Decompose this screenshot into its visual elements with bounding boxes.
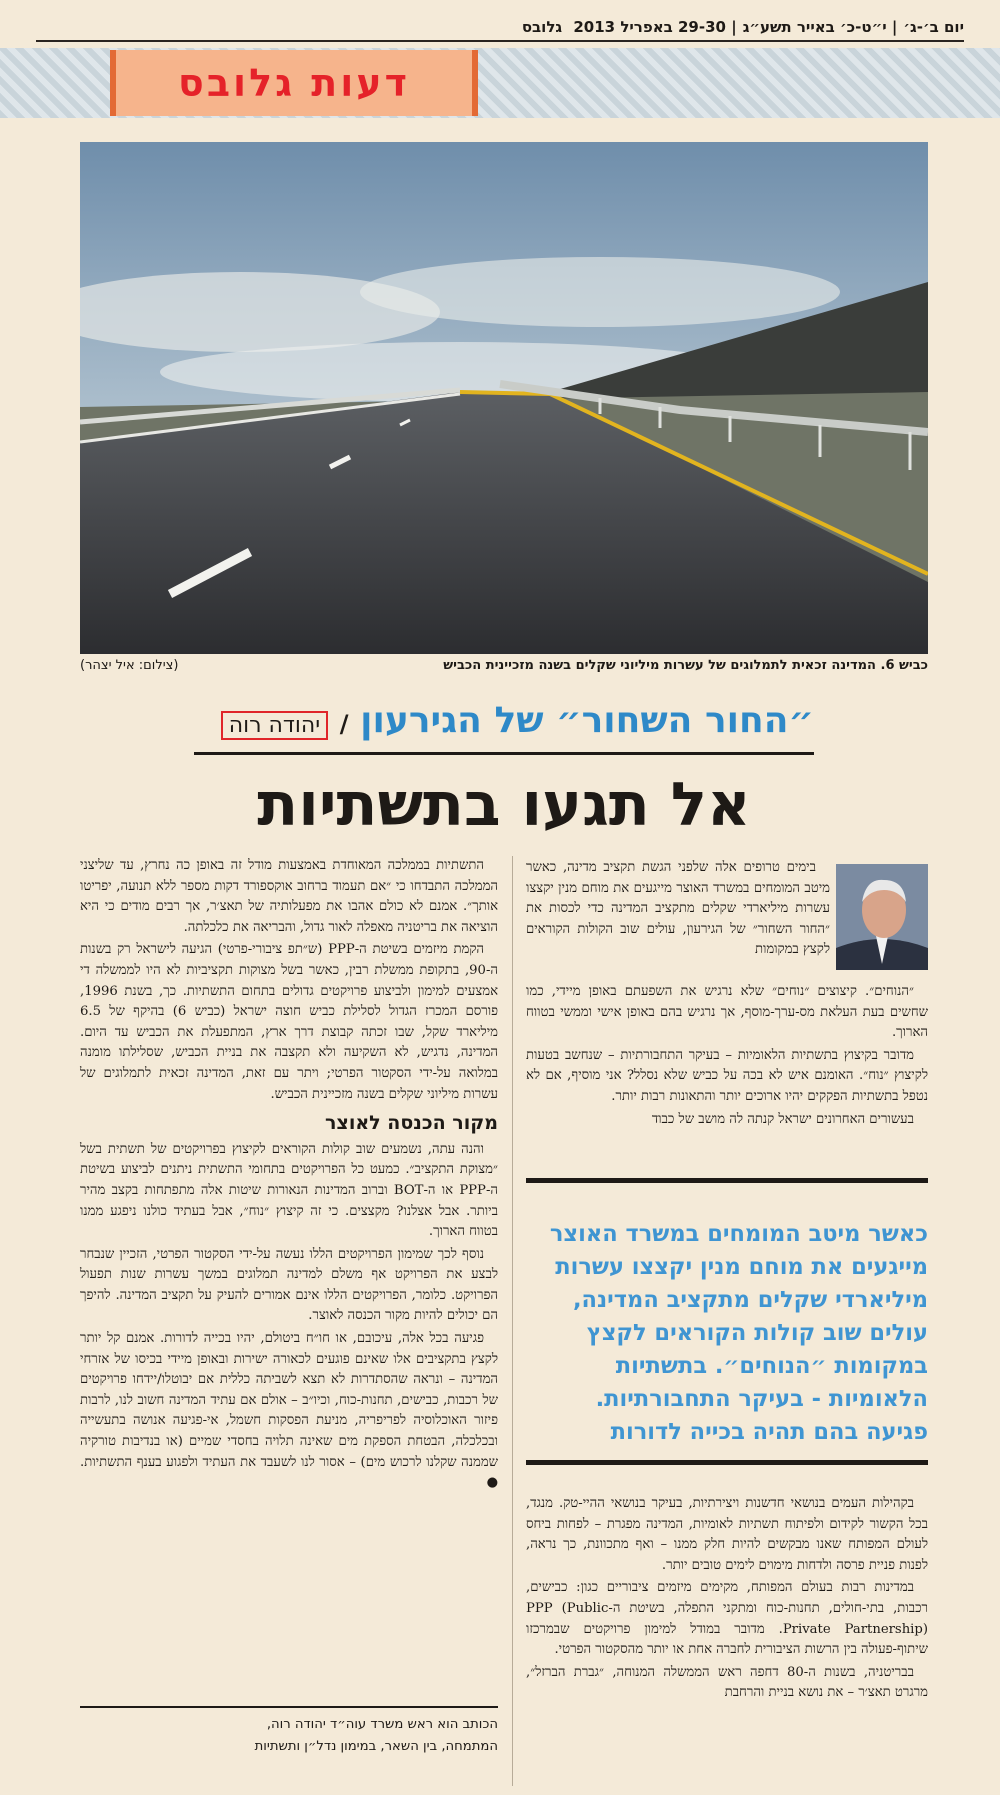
paragraph: פגיעה בכל אלה, עיכובם, או חו״ח ביטולם, יהיו בכייה לדורות. אמנם קל יותר לקצץ בתקציבים אלו שאינם פוגעים לכאורה ישירות ובאופן מיידי בכיסו של אזרחי המדינה – ונראה שהסתדרות לא תצא לשביתה כללית אם יבוטלו/יידחו פרויקטים של רכבות, כבישים, תחנות-כוח, וכיו״ב – אולם אם עתיד המדינה חשוב לנו, לרבות פיזור האוכלוסיה לפריפריה, מניעת הפסקות חשמל, אי-פגיעה אנושה בתעשייה ובכלכלה, הבטחת הספקת מים שאינה תלויה בחסדי שמיים (או בנדיבות טורקיה שממנה שקלנו לרכוש מים) – אסור לנו לשעבד את העתיד ולפגוע בענף התשתיות. ● [80, 1331, 498, 1491]
paragraph: בימים טרופים אלה שלפני הגשת תקציב מדינה, כאשר מיטב המומחים במשרד האוצר מייגעים את מוחם מנין יקצצו עשרות מיליארדי שקלים מתקציב המדינה כדי לכסות את ״החור השחור״ של הגירעון, עולים שוב הקולות הקוראים לקצץ במקומות [526, 860, 830, 958]
author-name: יהודה רוה [221, 711, 328, 740]
section-banner [110, 50, 478, 116]
photo-credit: (צילום: איל יצהר) [80, 658, 179, 673]
bio-rule [80, 1706, 498, 1708]
pullquote-bottom-rule [526, 1460, 928, 1465]
folio-day: יום ב׳-ג׳ [903, 18, 964, 36]
paragraph: נוסף לכך שמימון הפרויקטים הללו נעשה על-ידי הסקטור הפרטי, הזכיין שנבחר לבצע את הפרויקט אף משלם למדינה תמלוגים במשך עשרות שנות תפעול הפרויקט. כלומר, הפרויקטים הללו אינם אמורים להעיק על תקציב המדינה. להיפך הם יכולים להיות מקור הכנסה לאוצר. [80, 1246, 498, 1324]
highway-illustration [80, 142, 928, 654]
caption-text: כביש 6. המדינה זכאית לתמלוגים של עשרות מיליוני שקלים בשנה מזכיינית הכביש [443, 658, 928, 673]
column-right-top [526, 858, 928, 1158]
headline: אל תגעו בתשתיות [257, 770, 751, 840]
highway-photo [80, 142, 928, 654]
column-right-bottom [526, 1494, 928, 1790]
paragraph: בבריטניה, בשנות ה-80 דחפה ראש הממשלה המנוחה, ״גברת הברזל״, מרגרט תאצ׳ר – את נושא בניית והרחבת [526, 1664, 928, 1701]
column-left [80, 856, 498, 1686]
paragraph: הקמת מיזמים בשיטת ה-PPP (ש״תפ ציבורי-פרטי) הגיעה לישראל רק בשנות ה-90, בתקופת ממשלת רבין, כאשר בשל מצוקות תקציביות לא היו לממשלה די אמצעים למימון ולביצוע פרויקטים גדולים בתחום התשתיות. כך, בשנת 1996, פורסם המכרז הגדול לסלילת כביש חוצה ישראל (כביש 6) בהיקף של 6.5 מיליארד שקל, שבו זכתה קבוצת דרך ארץ, המתפעלת את הכביש עד היום. המדינה, נדגיש, לא השקיעה ולא תקצבה את בניית הכביש, שסלילתו מומנה במלואה על-ידי הסקטור הפרטי; ויתר עם זאת, המדינה זכאית לתמלוגים של עשרות מיליוני שקלים בשנה מזכיינית הכביש. [80, 942, 498, 1102]
bio-line: הכותב הוא ראש משרד עוה״ד יהודה רוה, [266, 1717, 498, 1732]
column-divider [512, 856, 513, 1786]
paragraph: בעשורים האחרונים ישראל קנתה לה מושב של כבוד [651, 1111, 914, 1127]
pull-quote: כאשר מיטב המומחים במשרד האוצר מייגעים את מוחם מנין יקצצו עשרות מיליארדי שקלים מתקציב המדינה, עולים שוב קולות הקוראים לקצץ במקומות ״הנוחים״. בתשתיות הלאומיות - בעיקר התחבורתיות. פגיעה בהם תהיה בכייה לדורות [549, 1221, 928, 1445]
section-title: דעות גלובס [178, 61, 410, 105]
intro-paragraph [526, 858, 830, 963]
folio-date: 29-30 באפריל 2013 [573, 18, 726, 36]
paragraph: מדובר בקיצוץ בתשתיות הלאומיות – בעיקר התחבורתיות – שנחשב בטעות לקיצוץ ״נוח״. האומנם איש לא בכה על כביש שלא נסלל? אני מוסיף, אם לא נטפל בתשתיות הפקקים יהיו ארוכים יותר והתאונות רבות יותר. [526, 1047, 928, 1104]
paragraph: התשתיות בממלכה המאוחדת באמצעות מודל זה באופן כה נחרץ, עד שליצני הממלכה התבדחו כי ״אם תעמוד ברחוב אוקספורד דקות מספר ללא תנועה, יפריטו אותך״. אמנם לא כולם אהבו את מפעלותיה של תאצ׳ר, אך רבים מודים כי היא הוציאה את בריטניה מאפלה לאור גדול, והבריאה את כלכלתה. [80, 858, 498, 935]
folio-paper: גלובס [521, 18, 563, 36]
paragraph: במדינות רבות בעולם המפותח, מקימים מיזמים ציבוריים כגון: כבישים, רכבות, בתי-חולים, תחנות-כוח ומתקני התפלה, בשיטת ה-PPP (Public Private Partnership). מדובר במודל למימון פרויקטים שבמרכזו שיתוף-פעולה בין הרשות הציבורית לחברה אחת או יותר מהסקטור הפרטי. [526, 1580, 928, 1658]
paragraph: ״הנוחים״. קיצוצים ״נוחים״ שלא נרגיש את השפעתם באופן מיידי, כמו שחשים בעת העלאת מס-ערך-מוסף, אך נרגיש בהם באופן אישי וממשי בטווח הארוך. [526, 984, 928, 1041]
bio-line: המתמחה, בין השאר, במימון נדל״ן ותשתיות [254, 1739, 498, 1754]
folio-hebrew-date: י״ט-כ׳ באייר תשע״ג [742, 18, 887, 36]
paragraph: בקהילות העמים בנושאי חדשנות ויצירתיות, בעיקר בנושאי ההיי-טק. מנגד, בכל הקשור לקידום ולפיתוח תשתיות לאומיות, המדינה מפגרת – לפחות ביחס לעולם המפותח שאנו מבקשים להיות חלק ממנו – ואף מתכוונת, כך נראה, לפנות פניית פרסה ולדחות מימוים לימים טובים יותר. [526, 1496, 928, 1573]
subheading: מקור הכנסה לאוצר [324, 1112, 498, 1135]
photo-caption [80, 658, 928, 678]
intro-continuation [526, 982, 928, 1132]
pullquote-top-rule [526, 1178, 928, 1183]
byline-separator: / [339, 710, 349, 738]
article-series-header [194, 700, 814, 755]
paragraph: והנה עתה, נשמעים שוב קולות הקוראים לקיצוץ בפרויקטים של תשתית בשל ״מצוקת התקציב״. כמעט כל הפרויקטים בתחומי התשתית ניתנים לביצוע בשיטת ה-PPP או ה-BOT וברוב המדינות הנאורות שיטות אלה מתפתחות בקצב מהיר ביותר. אבל אצלנו? מקצצים. כי זה קיצוץ ״נוח״, אבל בעתיד כולנו ניפגע ממנו בטווח הארוך. [80, 1141, 498, 1240]
series-title: ״החור השחור״ של הגירעון [360, 700, 814, 741]
folio-line: יום ב׳-ג׳| י״ט-כ׳ באייר תשע״ג| 29-30 באפריל 2013 גלובס [36, 18, 964, 42]
author-bio [80, 1714, 498, 1774]
